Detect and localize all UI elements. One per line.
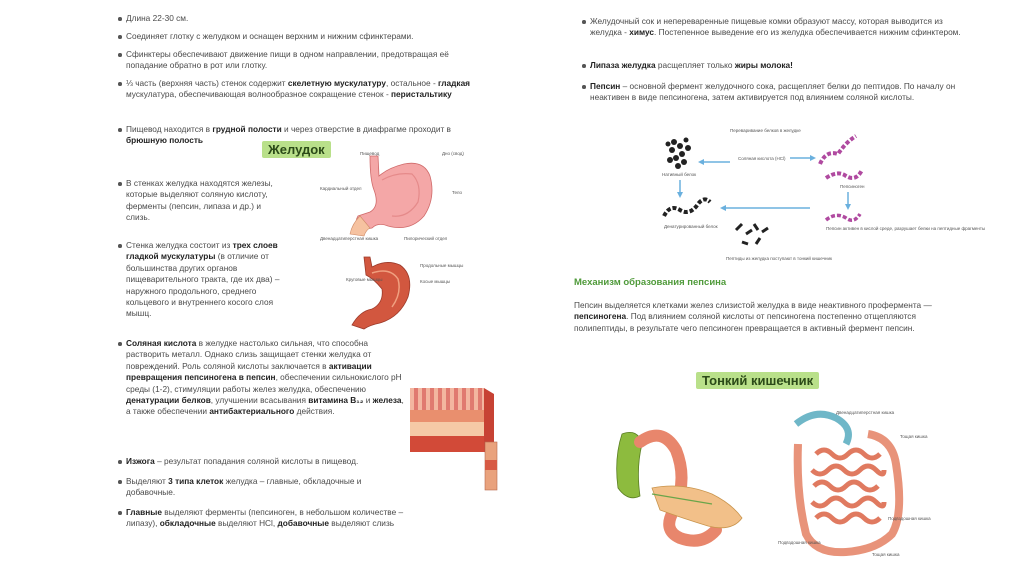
mechanism-title: Механизм образования пепсина (574, 277, 727, 288)
list-item: ⅓ часть (верхняя часть) стенок содержит скелетную мускулатуру, остальное - гладкая мускулатура, обеспечивающая волнообразное сокращение стенок - перистальтику (126, 78, 471, 100)
label-body: Тело (452, 190, 463, 195)
label-pepsinogen: Пепсиноген (840, 184, 865, 189)
label-jejunum-2: Тощая кишка (872, 552, 900, 557)
label-jejunum: Тощая кишка (900, 434, 928, 439)
label-hcl: Соляная кислота (HCl) (738, 156, 786, 161)
duodenum-illustration (592, 398, 752, 558)
label-protein-digestion: Переваривание белков в желудке (730, 128, 801, 133)
label-cardia: Кардиальный отдел (320, 186, 362, 191)
list-item: Липаза желудка расщепляет только жиры молока! (590, 60, 970, 71)
list-item: Соляная кислота в желудке настолько сильная, что способна растворить металл. Однако слизь защищает стенки желудка от повреждений. Роль соляной кислоты заключается в активации превращения пепсиногена в пепсин, обеспечении сильнокислого pH среды (1-2), стимуляции работы желез желудка, обеспечению денатурации белков, улучшении всасывания витамина B₁₂ и железа, а также обеспечении антибактериального действия. (126, 338, 408, 418)
list-item: Выделяют 3 типа клеток желудка – главные, обкладочные и добавочные. (126, 476, 412, 499)
intestine-title: Тонкий кишечник (696, 372, 819, 389)
list-item: Сфинктеры обеспечивают движение пищи в одном направлении, предотвращая её попадание обратно в рот или глотку. (126, 49, 451, 72)
label-denatured-protein: Денатурированный белок (664, 224, 718, 229)
pepsin-activation-diagram (650, 120, 986, 270)
list-item: Изжога – результат попадания соляной кислоты в пищевод. (126, 456, 416, 467)
label-esophagus: Пищевод (360, 151, 380, 156)
label-duodenum-small: Двенадцатиперстная кишка (836, 410, 895, 415)
label-ileum: Подвздошная кишка (888, 516, 931, 521)
label-peptides: Пептиды из желудка поступают в тонкий кишечник (726, 256, 832, 261)
list-item: Желудочный сок и непереваренные пищевые комки образуют массу, которая выводится из желудка - химус. Постепенное выведение его из желудка обеспечивается нижним сфинктером. (590, 16, 972, 39)
label-fundus: Дно (свод) (442, 151, 464, 156)
label-circular: Круговые мышцы (346, 277, 383, 282)
list-item: Главные выделяют ферменты (пепсиноген, в небольшом количестве – липазу), обкладочные выделяют HCl, добавочные выделяют слизь (126, 507, 406, 530)
label-pylorus: Пилорический отдел (404, 236, 448, 241)
label-longitudinal: Продольные мышцы (420, 263, 464, 268)
mechanism-text: Пепсин выделяется клетками желез слизистой желудка в виде неактивного профермента — пепсиногена. Под влиянием соляной кислоты от пепсиногена постепенно отщепляются полипептиды, в результате чего пепсиноген превращается в активный фермент пепсин. (574, 300, 932, 333)
list-item: В стенках желудка находятся железы, которые выделяют соляную кислоту, ферменты (пепсин, липаза и др.) и слизь. (126, 178, 273, 223)
label-duodenum: Двенадцатиперстная кишка (320, 236, 379, 241)
label-native-protein: Нативный белок (662, 172, 697, 177)
list-item: Соединяет глотку с желудком и оснащен верхним и нижним сфинктерами. (126, 31, 471, 42)
label-ileum-2: Подвздошная кишка (778, 540, 821, 545)
label-oblique: Косые мышцы (420, 279, 451, 284)
label-active-pepsin: Пепсин активен в кислой среде, разрушает белки на пептидные фрагменты (826, 226, 986, 231)
list-item: Пепсин – основной фермент желудочного сока, расщепляет белки до пептидов. По началу он неактивен в виде пепсиногена, затем активируется под влиянием соляной кислоты. (590, 81, 975, 104)
stomach-title: Желудок (262, 141, 331, 158)
list-item: Стенка желудка состоит из трех слоев гладкой мускулатуры (в отличие от большинства других органов пищеварительного тракта, где их два) – наружного продольного, среднего кольцевого и внутреннего косого слоя мышц. (126, 240, 294, 320)
tissue-strip-illustration (483, 440, 499, 492)
list-item: Пищевод находится в грудной полости и через отверстие в диафрагме проходит в брюшную полость (126, 124, 461, 147)
list-item: Длина 22-30 см. (126, 13, 456, 24)
stomach-wall-illustration (342, 253, 462, 333)
stomach-illustration (312, 146, 477, 242)
small-intestine-illustration (776, 404, 931, 560)
